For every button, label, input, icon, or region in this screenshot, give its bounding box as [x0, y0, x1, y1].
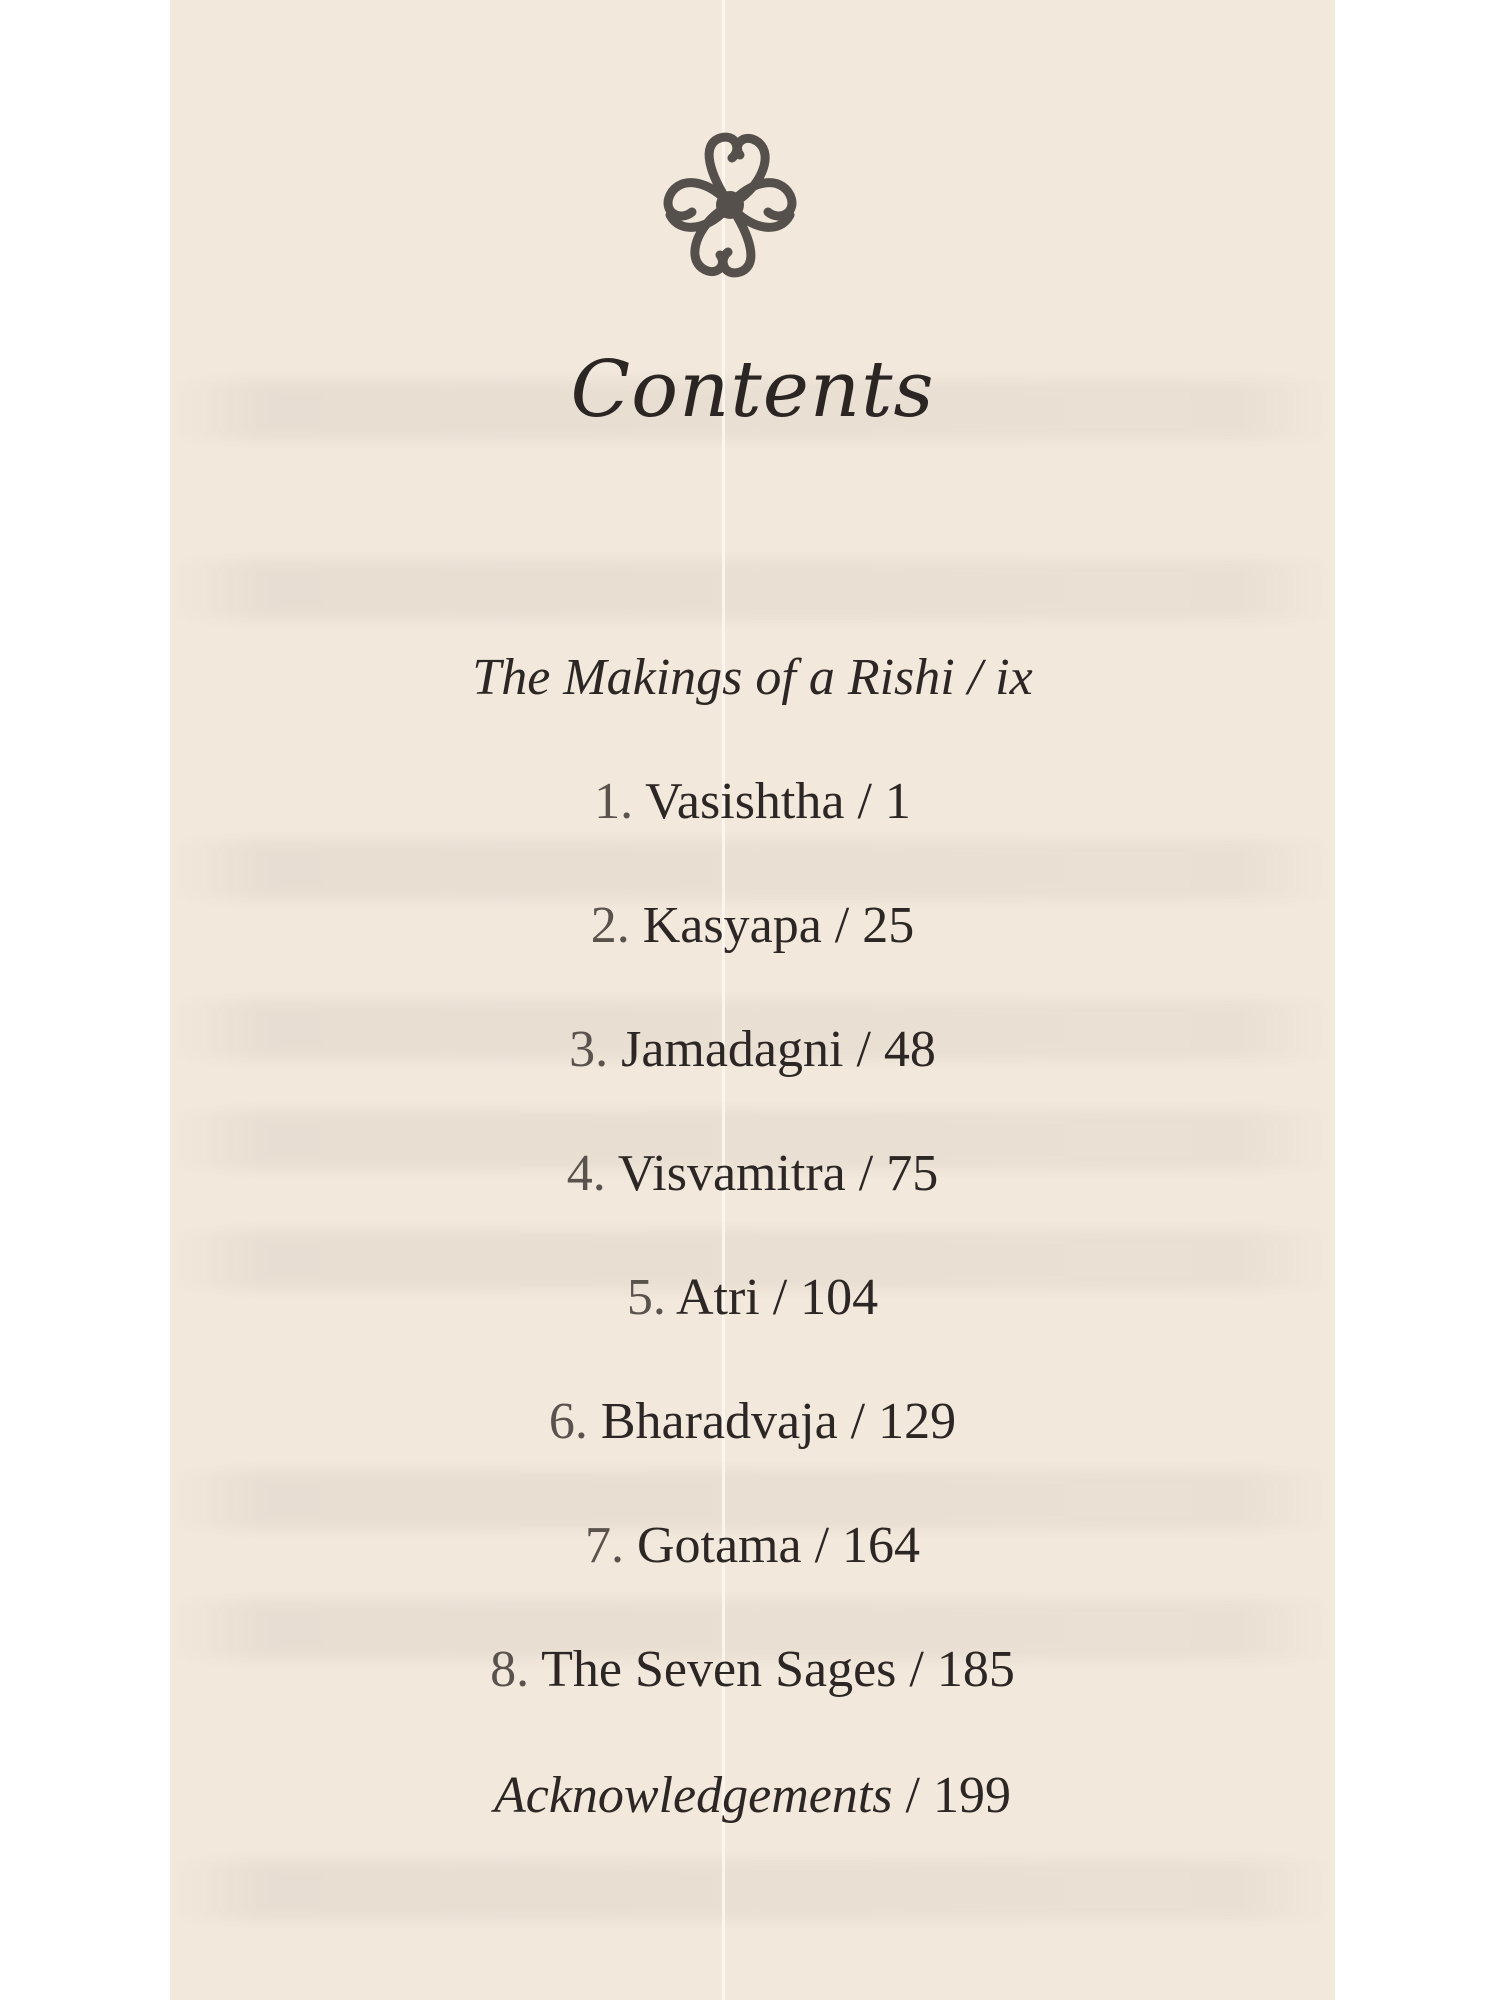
- chapter-name: The Seven Sages: [541, 1641, 897, 1698]
- chapter-number: 3.: [569, 1021, 609, 1078]
- toc-page-number: ix: [995, 649, 1033, 706]
- chapter-name: Bharadvaja: [600, 1393, 838, 1450]
- toc-separator: /: [844, 773, 885, 830]
- toc-entry-chapter-3: [170, 1020, 1335, 1079]
- chapter-number: 7.: [584, 1517, 624, 1574]
- toc-entry-label: Acknowledgements: [494, 1767, 893, 1824]
- toc-entry-acknowledgements: [170, 1766, 1335, 1825]
- toc-entry-chapter-2: [170, 896, 1335, 955]
- toc-separator: /: [843, 1021, 884, 1078]
- chapter-name: Atri: [675, 1269, 760, 1326]
- toc-entry-chapter-7: [170, 1516, 1335, 1575]
- toc-separator: /: [954, 649, 996, 706]
- toc-page-number: 25: [862, 897, 915, 954]
- toc-separator: /: [896, 1641, 937, 1698]
- bleed-through-line: [170, 560, 1335, 620]
- toc-page-number: 129: [878, 1393, 957, 1450]
- toc-page-number: 1: [884, 773, 911, 830]
- book-page: [170, 0, 1335, 2000]
- toc-page-number: 164: [842, 1517, 921, 1574]
- chapter-number: 6.: [548, 1393, 588, 1450]
- toc-page-number: 199: [932, 1767, 1011, 1824]
- toc-separator: /: [892, 1767, 933, 1824]
- chapter-number: 1.: [594, 773, 634, 830]
- toc-separator: /: [837, 1393, 879, 1450]
- chapter-name: Kasyapa: [642, 897, 822, 954]
- bleed-through-line: [170, 1860, 1335, 1920]
- chapter-name: Gotama: [636, 1517, 802, 1574]
- toc-entry-label: The Makings of a Rishi: [472, 649, 955, 706]
- toc-separator: /: [845, 1145, 887, 1202]
- toc-page-number: 185: [936, 1641, 1015, 1698]
- page-fold-line: [722, 0, 725, 2000]
- toc-page-number: 104: [800, 1269, 879, 1326]
- chapter-name: Visvamitra: [617, 1145, 846, 1202]
- chapter-number: 5.: [626, 1269, 666, 1326]
- chapter-number: 2.: [590, 897, 630, 954]
- toc-page-number: 48: [883, 1021, 936, 1078]
- bleed-through-line: [170, 840, 1335, 900]
- chapter-number: 4.: [566, 1145, 606, 1202]
- chapter-name: Vasishtha: [645, 773, 845, 830]
- toc-page-number: 75: [886, 1145, 939, 1202]
- toc-entry-chapter-4: [170, 1144, 1335, 1203]
- toc-separator: /: [821, 897, 863, 954]
- toc-entry-chapter-1: [170, 772, 1335, 831]
- chapter-number: 8.: [490, 1641, 530, 1698]
- page-title: Contents: [570, 345, 935, 435]
- toc-entry-chapter-6: [170, 1392, 1335, 1451]
- toc-separator: /: [759, 1269, 801, 1326]
- chapter-name: Jamadagni: [621, 1021, 844, 1078]
- toc-entry-chapter-5: [170, 1268, 1335, 1327]
- toc-entry-chapter-8: [170, 1640, 1335, 1699]
- toc-entry-intro: [170, 648, 1335, 707]
- toc-separator: /: [801, 1517, 843, 1574]
- floral-swirl-ornament-icon: [640, 120, 820, 290]
